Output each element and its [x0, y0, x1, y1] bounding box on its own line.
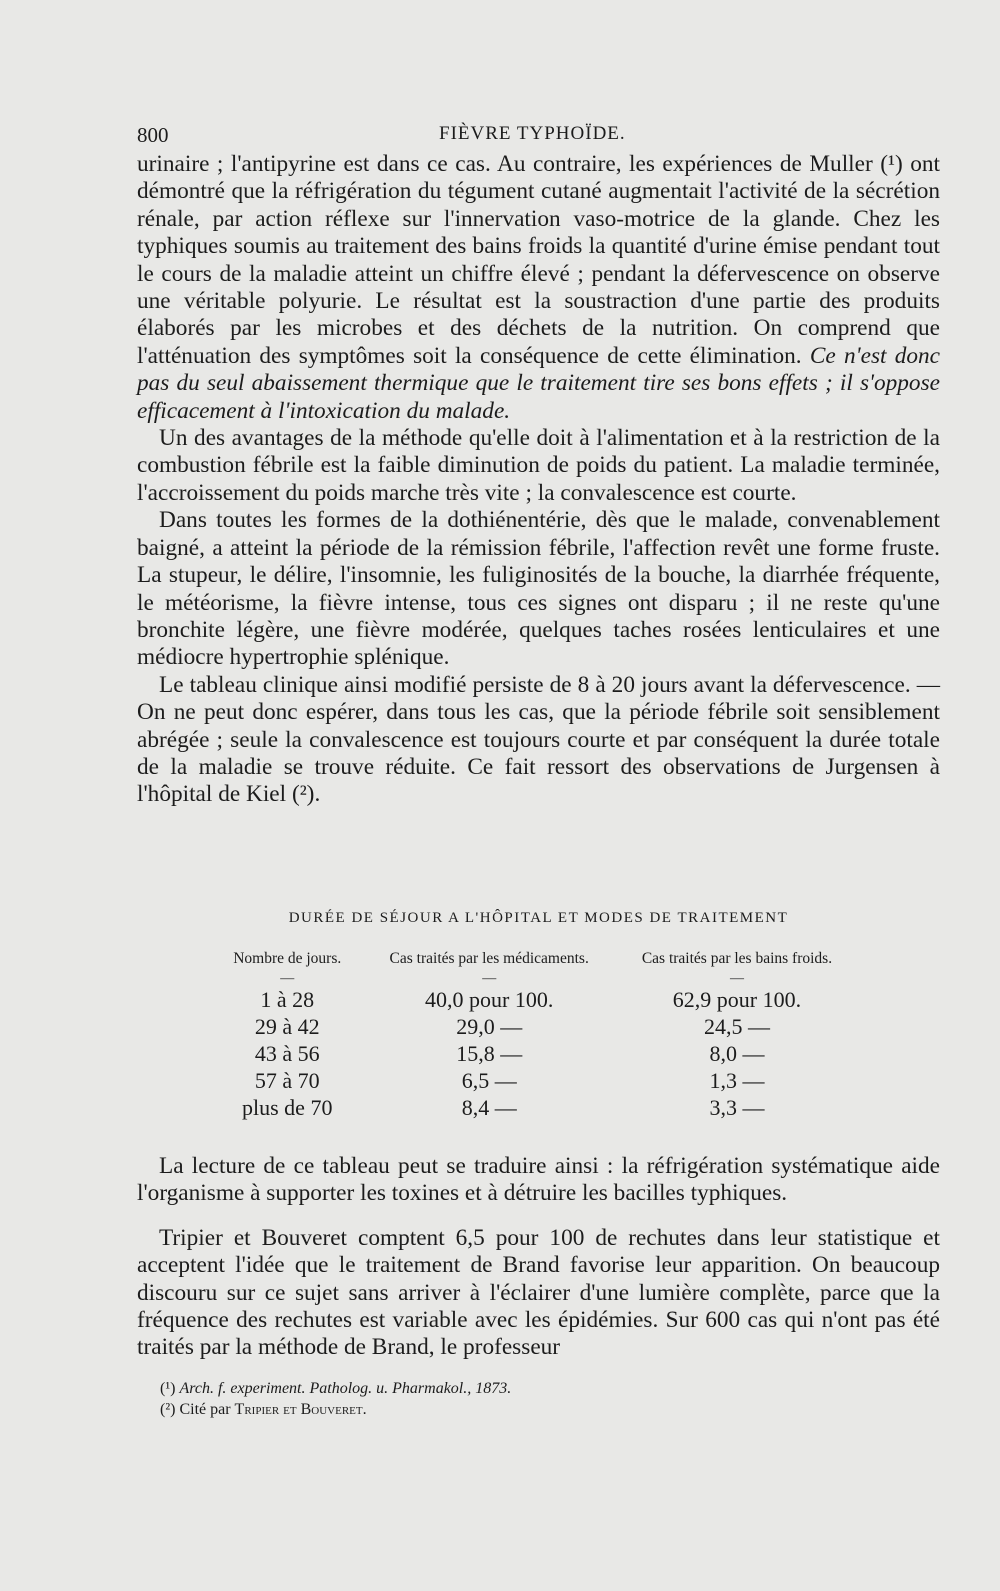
paragraph-1-italic: Ce n'est donc pas du seul abaissement thermique que le traitement tire ses bons effets ; il s'oppose efficacement à l'intoxication du malade.: [137, 342, 941, 424]
cell-medication: 40,0 pour 100.: [425, 987, 554, 1012]
page-header: [137, 123, 940, 153]
header-dash-row: [210, 972, 860, 986]
header-medication: Cas traités par les médicaments.: [389, 950, 589, 967]
text-after-table: [137, 1153, 940, 1362]
table-row: [210, 1094, 860, 1121]
footnotes: [160, 1378, 940, 1420]
footnote-2: [160, 1399, 940, 1420]
paragraph-1: [137, 151, 940, 425]
cell-days: 29 à 42: [254, 1014, 320, 1039]
table-row: [210, 1013, 860, 1040]
cell-days: 57 à 70: [254, 1068, 320, 1093]
paragraph-6: Tripier et Bouveret comptent 6,5 pour 100 de rechutes dans leur statistique et acceptent l'idée que le traitement de Brand favorise leur apparition. On beaucoup discouru sur ce sujet sans arriver à l'éclairer d'une lumière complète, parce que la fréquence des rechutes est variable avec les épidémies. Sur 600 cas qui n'ont pas été traités par la méthode de Brand, le professeur: [137, 1224, 940, 1361]
cell-cold-baths: 8,0 —: [709, 1041, 765, 1066]
table-row: [210, 1067, 860, 1094]
table-row: [210, 986, 860, 1013]
table-row: [210, 1040, 860, 1067]
header-dash: —: [482, 971, 497, 986]
footnote-1-text: Arch. f. experiment. Patholog. u. Pharmakol., 1873.: [179, 1380, 512, 1397]
cell-medication: 15,8 —: [456, 1041, 523, 1066]
page-number: 800: [137, 123, 169, 147]
header-cold-baths: Cas traités par les bains froids.: [641, 950, 833, 967]
cell-medication: 6,5 —: [461, 1068, 517, 1093]
paragraph-4: Le tableau clinique ainsi modifié persiste de 8 à 20 jours avant la défervescence. — On ne peut donc espérer, dans tous les cas, que la période fébrile soit sensiblement abrégée ; seule la convalescence est toujours courte et par conséquent la durée totale de la maladie se trouve réduite. Ce fait ressort des observations de Jurgensen à l'hôpital de Kiel (²).: [137, 671, 940, 808]
footnote-1: [160, 1378, 940, 1399]
table-title: DURÉE DE SÉJOUR A L'HÔPITAL ET MODES DE TRAITEMENT: [288, 910, 789, 926]
paragraph-3: Dans toutes les formes de la dothiénentérie, dès que le malade, convenablement baigné, a atteint la période de la rémission fébrile, l'affection revêt une forme fruste. La stupeur, le délire, l'insomnie, les fuliginosités de la bouche, la diarrhée fréquente, le météorisme, la fièvre intense, tous ces signes ont disparu ; il ne reste qu'une bronchite légère, une fièvre modérée, quelques taches rosées lenticulaires et une médiocre hypertrophie splénique.: [137, 507, 940, 671]
footnote-2-prefix: Cité par: [179, 1401, 231, 1418]
paragraph-2: Un des avantages de la méthode qu'elle doit à l'alimentation et à la restriction de la combustion fébrile est la faible diminution de poids du patient. La maladie terminée, l'accroissement du poids marche très vite ; la convalescence est courte.: [137, 425, 940, 506]
cell-cold-baths: 3,3 —: [709, 1095, 765, 1120]
cell-medication: 29,0 —: [456, 1014, 523, 1039]
cell-cold-baths: 62,9 pour 100.: [672, 987, 802, 1012]
paragraph-1-text: urinaire ; l'antipyrine est dans ce cas. Au contraire, les expériences de Muller (¹) ont démontré que la réfrigération du tégument cutané augmentait l'activité de la sécrétion rénale, par action réflexe sur l'innervation vaso-motrice de la glande. Chez les typhiques soumis au traitement des bains froids la quantité d'urine émise pendant tout le cours de la maladie atteint un chiffre élevé ; pendant la défervescence on observe une véritable polyurie. Le résultat est la soustraction d'une partie des produits élaborés par les microbes et des déchets de la nutrition. On comprend que l'atténuation des symptômes soit la conséquence de cette élimination.: [137, 151, 940, 369]
cell-days: 1 à 28: [260, 987, 315, 1012]
header-dash: —: [729, 971, 744, 986]
footnote-2-mark: (²): [160, 1401, 176, 1418]
cell-cold-baths: 24,5 —: [703, 1014, 770, 1039]
stay-duration-table: [210, 950, 860, 1121]
header-days: Nombre de jours.: [233, 950, 342, 967]
paragraph-5: La lecture de ce tableau peut se traduire ainsi : la réfrigération systématique aide l'organisme à supporter les toxines et à détruire les bacilles typhiques.: [137, 1153, 940, 1207]
header-dash: —: [280, 971, 295, 986]
cell-cold-baths: 1,3 —: [709, 1068, 765, 1093]
footnote-1-mark: (¹): [160, 1380, 176, 1397]
table-header-row: [210, 950, 860, 972]
cell-days: plus de 70: [242, 1095, 333, 1120]
running-title: FIÈVRE TYPHOÏDE.: [439, 123, 626, 144]
cell-days: 43 à 56: [254, 1041, 320, 1066]
main-text: [137, 151, 940, 809]
cell-medication: 8,4 —: [461, 1095, 517, 1120]
footnote-2-authors: Tripier et Bouveret.: [234, 1401, 367, 1418]
